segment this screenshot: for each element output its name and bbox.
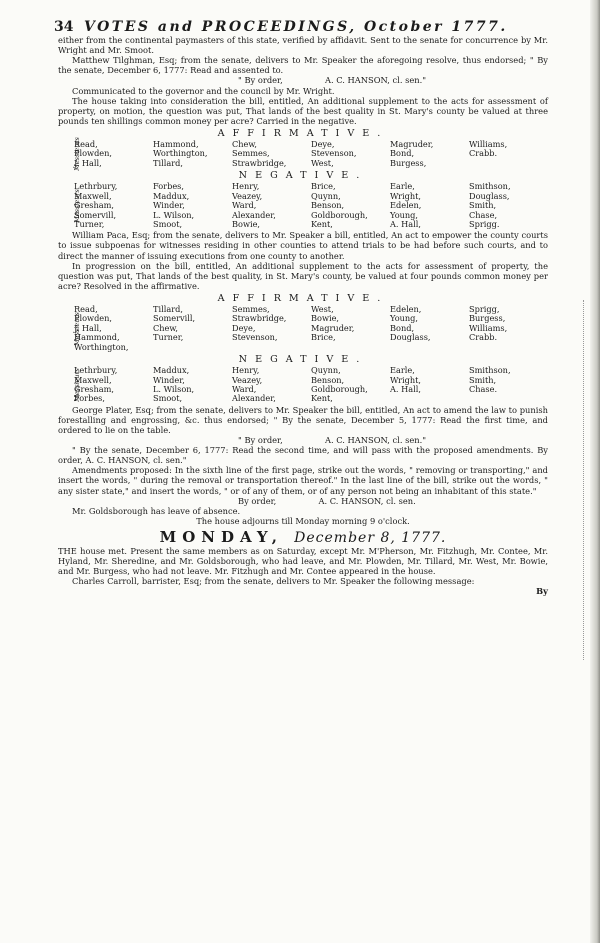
member-name: Burgess, <box>390 157 427 168</box>
member-name: Strawbridge, <box>232 313 287 324</box>
member-name: Brice, <box>311 181 336 192</box>
member-name: Crabb. <box>469 332 498 343</box>
member-name: Smithson, <box>469 181 511 192</box>
member-name: Lethrbury, <box>74 181 118 192</box>
member-name: Edelen, <box>390 200 422 211</box>
member-name: Smoot, <box>153 393 183 404</box>
member-name: Goldborough, <box>311 383 368 394</box>
member-name: Bowie, <box>311 313 340 324</box>
member-name: Henry, <box>232 365 260 376</box>
member-name: Tillard, <box>153 304 183 315</box>
member-name: Earle, <box>390 181 415 192</box>
paragraph: THE house met. Present the same members as on Saturday, except Mr. M'Pherson, Mr. Fitzhugh, Mr. Contee, Mr. Hyland, Mr. Sheredine, and Mr. Goldsborough, who had leave, and Mr. Plowden, Mr. Tillard, Mr. West, Mr. Bowie, and Mr. Burgess, who had not leave. Mr. Fitzhugh and Mr. Contee appeared in the house. <box>58 546 548 577</box>
member-name: Ward, <box>232 200 257 211</box>
member-name: Chew, <box>153 322 179 333</box>
vote-row <box>74 343 548 352</box>
signature-line: By order, A. C. HANSON, cl. sen. <box>238 495 416 506</box>
vote-heading-affirmative: AFFIRMATIVE. <box>217 127 389 139</box>
member-name: Magruder, <box>311 322 355 333</box>
member-name: Veazey, <box>232 190 263 201</box>
member-name: Stevenson, <box>232 332 278 343</box>
member-name: Gresham, <box>74 200 115 211</box>
paragraph: Communicated to the governor and the council by Mr. Wright. <box>72 85 335 96</box>
page-number: 34 <box>54 19 74 35</box>
member-name: Sprigg, <box>469 304 500 315</box>
paragraph: The house taking into consideration the bill, entitled, An additional supplement to the acts for assessment of property, on motion, the question was put, That lands of the best quality in St. Mary's county be valued at three pounds ten shillings common money per acre? Carried in the negative. <box>58 95 548 126</box>
day-name: MONDAY, <box>159 527 283 546</box>
vote-row <box>74 394 548 403</box>
paragraph: Amendments proposed: In the sixth line of the first page, strike out the words, " removing or transporting," and insert the words, " during the removal or transportation thereof." In the last line of the bill, strike out the words, " any sister state," and insert the words, " or of any of them, or of any person not being an inhabitant of this state." <box>58 465 548 496</box>
member-name: Williams, <box>469 139 508 150</box>
member-name <box>469 394 548 403</box>
member-name <box>390 343 469 352</box>
member-name: Turner, <box>153 332 184 343</box>
member-name: Worthington, <box>74 341 129 352</box>
member-name: Read, <box>74 139 98 150</box>
member-name: Benson, <box>311 374 345 385</box>
day-heading <box>58 527 548 546</box>
day-date: December 8, 1777. <box>294 529 447 546</box>
running-header <box>54 19 548 35</box>
member-name: Douglass, <box>469 190 510 201</box>
vote-row <box>74 159 548 168</box>
member-name: Maxwell, <box>74 190 112 201</box>
member-name: West, <box>311 157 334 168</box>
vote-heading-negative: NEGATIVE. <box>238 354 368 366</box>
vote-table <box>74 305 548 352</box>
member-name: Goldborough, <box>311 209 368 220</box>
member-name: Hammond, <box>74 332 120 343</box>
member-name: Smithson, <box>469 365 511 376</box>
member-name: Crabb. <box>469 148 498 159</box>
member-name: Bond, <box>390 148 415 159</box>
member-name: Kent, <box>311 393 333 404</box>
member-name: L. Wilson, <box>153 383 195 394</box>
member-name: Young, <box>390 313 419 324</box>
member-name: Maddux, <box>153 190 190 201</box>
member-name: Douglass, <box>390 332 431 343</box>
member-name: Chase. <box>469 383 498 394</box>
paragraph: In progression on the bill, entitled, An additional supplement to the acts for assessment of property, the question was put, That lands of the best quality, in St. Mary's county, be valued at four pounds common money per acre? Resolved in the affirmative. <box>58 260 548 291</box>
member-name: Hammond, <box>153 139 199 150</box>
running-title: VOTES and PROCEEDINGS, October 1777. <box>84 19 508 35</box>
vote-table <box>74 366 548 404</box>
member-name: Veazey, <box>232 374 263 385</box>
vote-table <box>74 140 548 168</box>
member-name: Benson, <box>311 200 345 211</box>
paragraph: William Paca, Esq; from the senate, delivers to Mr. Speaker a bill, entitled, An act to empower the county courts to issue subpoenas for witnesses residing in other counties to attend trials to be had before such courts, and to direct the manner of issuing executions from one county to another. <box>58 230 548 261</box>
member-name: Strawbridge, <box>232 157 287 168</box>
member-name: Smith, <box>469 374 497 385</box>
member-name <box>153 343 232 352</box>
member-name <box>469 159 548 168</box>
vote-table <box>74 182 548 229</box>
vote-row <box>74 220 548 229</box>
vote-list-affirmative <box>58 305 548 352</box>
member-name <box>390 394 469 403</box>
paragraph: George Plater, Esq; from the senate, delivers to Mr. Speaker the bill, entitled, An act to amend the law to punish forestalling and engrossing, &c. thus endorsed; " By the senate, December 5, 1777: Read the first time, and ordered to lie on the table. <box>58 404 548 435</box>
member-name: Maddux, <box>153 365 190 376</box>
member-name: Quynn, <box>311 190 341 201</box>
member-name: Alexander, <box>232 209 276 220</box>
member-name: Tillard, <box>153 157 183 168</box>
member-name: Stevenson, <box>311 148 357 159</box>
member-name: Plowden, <box>74 148 113 159</box>
messieurs-label: Messieurs <box>72 368 81 402</box>
member-name: Smoot, <box>153 218 183 229</box>
paragraph: Mr. Goldsborough has leave of absence. <box>72 505 241 516</box>
member-name: Wright, <box>390 374 421 385</box>
member-name: Forbes, <box>153 181 184 192</box>
member-name: Brice, <box>311 332 336 343</box>
vote-list-negative <box>58 182 548 229</box>
member-name: A. Hall, <box>390 383 421 394</box>
paragraph: Charles Carroll, barrister, Esq; from the senate, delivers to Mr. Speaker the following message: <box>72 576 475 587</box>
vote-list-negative <box>58 366 548 404</box>
member-name: Sprigg. <box>469 218 500 229</box>
messieurs-label: Messieurs <box>72 188 81 223</box>
member-name: Bowie, <box>232 218 261 229</box>
member-name <box>311 343 390 352</box>
member-name: Read, <box>74 304 98 315</box>
member-name: Turner, <box>74 218 105 229</box>
vote-row <box>74 333 548 342</box>
member-name: Deye, <box>232 322 256 333</box>
member-name: Alexander, <box>232 393 276 404</box>
vote-heading-affirmative: AFFIRMATIVE. <box>217 292 389 304</box>
member-name: West, <box>311 304 334 315</box>
member-name: J. Hall, <box>74 157 102 168</box>
messieurs-label: Messieurs <box>72 311 81 346</box>
member-name: Chase, <box>469 209 498 220</box>
member-name: Lethrbury, <box>74 365 118 376</box>
member-name: Edelen, <box>390 304 422 315</box>
paragraph: " By the senate, December 6, 1777: Read the second time, and will pass with the proposed amendments. By order, A. C. HANSON, cl. sen." <box>58 445 548 466</box>
member-name: Plowden, <box>74 313 113 324</box>
member-name <box>232 343 311 352</box>
member-name: Burgess, <box>469 313 506 324</box>
member-name: Young, <box>390 209 419 220</box>
paragraph: either from the continental paymasters of this state, verified by affidavit. Sent to the senate for concurrence by Mr. Wright and Mr. Smoot. <box>58 35 548 56</box>
member-name: J. Hall, <box>74 322 102 333</box>
member-name: Ward, <box>232 383 257 394</box>
member-name: Winder, <box>153 200 185 211</box>
member-name: A. Hall, <box>390 218 421 229</box>
member-name: Forbes, <box>74 393 105 404</box>
messieurs-label: Messieurs <box>72 137 81 172</box>
member-name: Gresham, <box>74 383 115 394</box>
page-edge-texture <box>583 300 587 660</box>
member-name <box>469 343 548 352</box>
paragraph: Matthew Tilghman, Esq; from the senate, delivers to Mr. Speaker the aforegoing resolve, thus endorsed; " By the senate, December 6, 1777: Read and assented to. <box>58 55 548 76</box>
member-name: Magruder, <box>390 139 434 150</box>
member-name: Earle, <box>390 365 415 376</box>
member-name: Chew, <box>232 139 258 150</box>
member-name: Smith, <box>469 200 497 211</box>
signature-line: " By order, A. C. HANSON, cl. sen." <box>238 435 427 446</box>
member-name: Deye, <box>311 139 335 150</box>
member-name: Winder, <box>153 374 185 385</box>
member-name: Semmes, <box>232 148 270 159</box>
member-name: Maxwell, <box>74 374 112 385</box>
member-name: Bond, <box>390 322 415 333</box>
member-name: L. Wilson, <box>153 209 195 220</box>
member-name: Somervill, <box>74 209 117 220</box>
member-name: Kent, <box>311 218 333 229</box>
text-column <box>54 19 548 597</box>
member-name: Semmes, <box>232 304 270 315</box>
signature-line: " By order, A. C. HANSON, cl. sen." <box>238 75 427 86</box>
member-name: Williams, <box>469 322 508 333</box>
member-name: Worthington, <box>153 148 208 159</box>
member-name: Wright, <box>390 190 421 201</box>
page-spine <box>590 0 600 943</box>
catchword: By <box>536 586 548 597</box>
vote-heading-negative: NEGATIVE. <box>238 170 368 182</box>
adjournment-line: The house adjourns till Monday morning 9 o'clock. <box>196 515 410 526</box>
member-name: Henry, <box>232 181 260 192</box>
member-name: Somervill, <box>153 313 196 324</box>
vote-list-affirmative <box>58 137 548 172</box>
member-name: Quynn, <box>311 365 341 376</box>
